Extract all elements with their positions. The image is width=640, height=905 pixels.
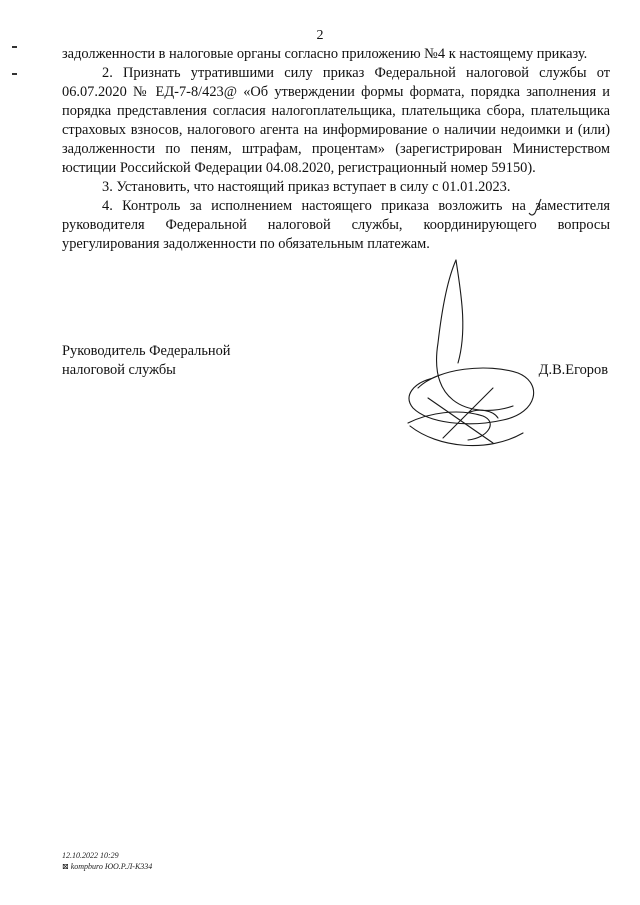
page-number: 2 [316,28,324,43]
document-footer [62,850,152,872]
paragraph-continuation: задолженности в налоговые органы согласно приложению №4 к настоящему приказу. [62,46,588,62]
signatory-title-line1: Руководитель Федеральной [62,343,231,359]
footer-timestamp: 12.10.2022 10:29 [62,851,119,860]
paragraph-2: 2. Признать утратившими силу приказ Федеральной налоговой службы от 06.07.2020 № ЕД-7-8/423@ «Об утверждении формы формата, порядка заполнения и порядка представления согласия налогоплательщика, плательщика сбора, плательщика страховых взносов, налогового агента на информирование о наличии недоимки и (или) задолженности по пеням, штрафам, процентам» (зарегистрирован Министерством юстиции Российской Федерации 04.08.2020, регистрационный номер 59150). [62,65,610,176]
signatory-name: Д.В.Егоров [538,362,608,378]
margin-mark [12,73,17,75]
file-icon: ⊠ [62,862,69,871]
footer-reference [62,861,152,872]
check-tick-mark-icon [528,198,542,218]
document-body [62,45,610,254]
footer-reference-text: kompburo ЮО.Р.Л-К334 [70,862,153,871]
paragraph-4: 4. Контроль за исполнением настоящего приказа возложить на заместителя руководителя Федеральной налоговой службы, координирующего вопросы урегулирования задолженности по обязательным платежам. [62,198,610,252]
signatory-block [62,342,610,380]
paragraph-3: 3. Установить, что настоящий приказ вступает в силу с 01.01.2023. [102,179,511,195]
signatory-title-line2: налоговой службы [62,362,176,378]
margin-mark [12,46,17,48]
